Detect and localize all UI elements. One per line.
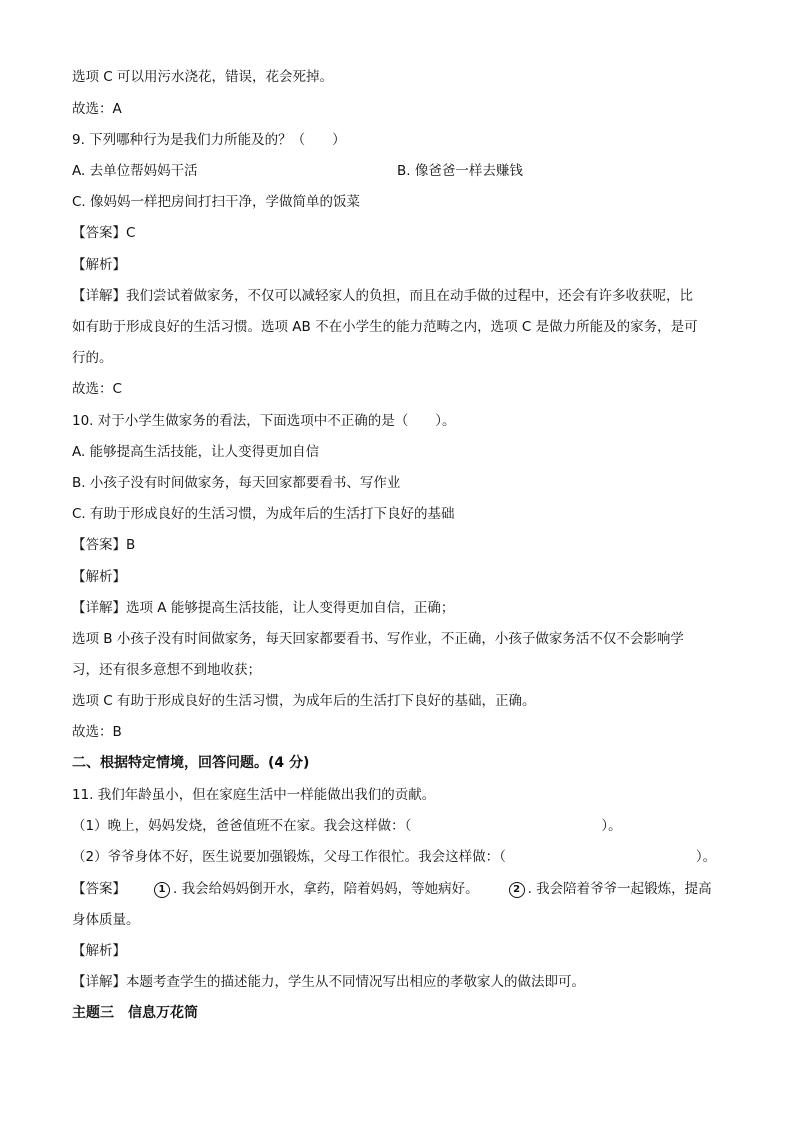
q11-answer-1: . 我会给妈妈倒开水，拿药，陪着妈妈，等她病好。	[173, 881, 479, 897]
q9-option-b: B. 像爸爸一样去赚钱	[397, 163, 523, 179]
q11-sub1-prefix: （1）晚上，妈妈发烧，爸爸值班不在家。我会这样做：（	[72, 818, 412, 834]
theme-3-heading: 主题三 信息万花筒	[72, 1005, 198, 1021]
circled-number-2: 2	[509, 882, 525, 898]
q10-answer: 【答案】B	[72, 537, 136, 553]
q9-option-a: A. 去单位帮妈妈干活	[72, 163, 198, 179]
circled-number-1: 1	[154, 882, 170, 898]
q11-sub2-prefix: （2）爷爷身体不好，医生说要加强锻炼，父母工作很忙。我会这样做：（	[72, 849, 506, 865]
q9-option-c: C. 像妈妈一样把房间打扫干净，学做简单的饭菜	[72, 194, 361, 210]
q11-subquestion-1	[72, 816, 622, 836]
q10-detail-line-2: 选项 B 小孩子没有时间做家务，每天回家都要看书、写作业，不正确，小孩子做家务活不仅不会影响学	[72, 631, 684, 647]
q11-answer-continued: 身体质量。	[72, 912, 140, 928]
q11-answer	[72, 879, 712, 899]
q10-detail-line-3: 习，还有很多意想不到地收获；	[72, 662, 261, 678]
q10-option-a: A. 能够提高生活技能，让人变得更加自信	[72, 444, 320, 460]
q11-subquestion-2	[72, 847, 716, 867]
q11-answer-label: 【答案】	[72, 881, 126, 897]
q9-answer: 【答案】C	[72, 225, 136, 241]
q11-analysis-label: 【解析】	[72, 943, 126, 959]
q9-detail-line-1: 【详解】我们尝试着做家务，不仅可以减轻家人的负担，而且在动手做的过程中，还会有许多收获呢，比	[72, 288, 693, 304]
q10-option-b: B. 小孩子没有时间做家务，每天回家都要看书、写作业	[72, 475, 401, 491]
q11-detail: 【详解】本题考查学生的描述能力，学生从不同情况写出相应的孝敬家人的做法即可。	[72, 974, 585, 990]
question-9: 9. 下列哪种行为是我们力所能及的？（ ）	[72, 132, 346, 148]
question-10: 10. 对于小学生做家务的看法，下面选项中不正确的是（ ）。	[72, 413, 456, 429]
q11-sub2-suffix: ）。	[695, 849, 717, 865]
choice-result: 故选：A	[72, 101, 122, 117]
q9-detail-line-3: 行的。	[72, 350, 113, 366]
q9-detail-line-2: 如有助于形成良好的生活习惯。选项 AB 不在小学生的能力范畴之内，选项 C 是做力所能及的家务，是可	[72, 319, 698, 335]
q10-analysis-label: 【解析】	[72, 569, 126, 585]
q10-detail-line-1: 【详解】选项 A 能够提高生活技能，让人变得更加自信，正确；	[72, 600, 455, 616]
q10-detail-line-4: 选项 C 有助于形成良好的生活习惯，为成年后的生活打下良好的基础，正确。	[72, 693, 536, 709]
q11-answer-2: . 我会陪着爷爷一起锻炼，提高	[527, 881, 712, 897]
q9-analysis-label: 【解析】	[72, 257, 126, 273]
q10-choice-result: 故选：B	[72, 724, 122, 740]
explanation-text-option-c: 选项 C 可以用污水浇花，错误，花会死掉。	[72, 69, 334, 85]
q9-choice-result: 故选：C	[72, 381, 122, 397]
section-2-heading: 二、根据特定情境，回答问题。(4 分)	[72, 755, 310, 771]
q11-sub1-suffix: ）。	[601, 818, 622, 834]
q10-option-c: C. 有助于形成良好的生活习惯，为成年后的生活打下良好的基础	[72, 506, 455, 522]
question-11: 11. 我们年龄虽小，但在家庭生活中一样能做出我们的贡献。	[72, 787, 436, 803]
